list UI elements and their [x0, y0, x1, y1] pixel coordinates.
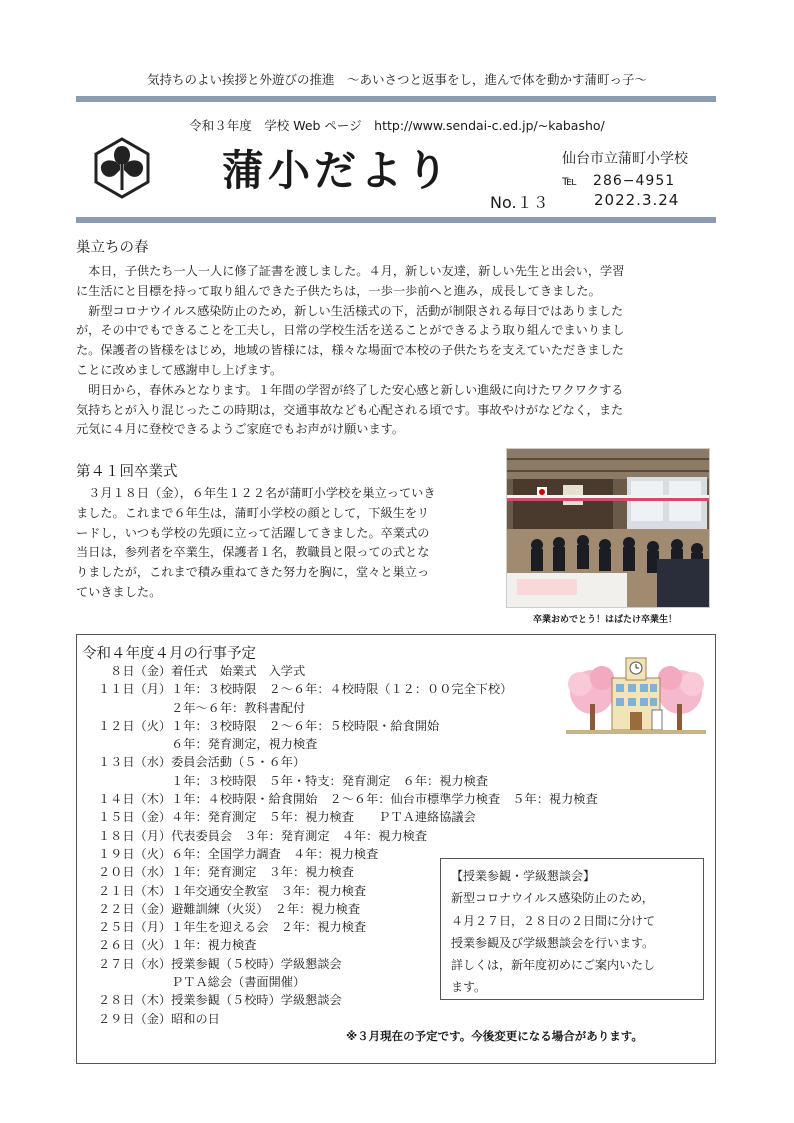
event-line: １２日（火）１年：３校時限 ２～６年：５校時限・給食開始: [98, 718, 440, 733]
text-line: りましたが，これまで積み重ねてきた努力を胸に，堂々と巣立っ: [76, 565, 430, 580]
graduation-heading: 第４１回卒業式: [76, 464, 178, 480]
newsletter-title: 蒲小だより: [222, 146, 453, 195]
event-line: ２６日（火）１年：視力検査: [98, 938, 257, 953]
text-line: ていきました。: [76, 584, 162, 599]
event-line: １４日（木）１年：４校時限・給食開始 ２～６年：仙台市標準学力検査 ５年：視力検査: [98, 792, 598, 807]
text-line: ３月１８日（金），６年生１２２名が蒲町小学校を巣立っていき: [76, 486, 436, 500]
event-line: ８日（金）着任式 始業式 入学式: [98, 664, 306, 678]
tel-label: ℡: [562, 173, 579, 189]
info-line: ４月２７日，２８日の２日間に分けて: [451, 913, 656, 928]
text-line: 当日は，参列者を卒業生，保護者１名，教職員と限っての式とな: [76, 545, 430, 560]
event-line: ２７日（水）授業参観（５校時）学級懇談会: [98, 956, 342, 971]
event-line: ２０日（水）１年：発育測定 ３年：視力検査: [98, 865, 354, 880]
school-name: 仙台市立蒲町小学校: [562, 151, 688, 167]
text-line: ことに改めまして感謝申し上げます。: [76, 362, 283, 377]
issue-number: No.１３: [490, 193, 549, 212]
issue-date: 2022.3.24: [594, 191, 680, 209]
event-line: １３日（水）委員会活動（５・６年）: [98, 755, 306, 770]
event-line: ２９日（金）昭和の日: [98, 1011, 220, 1026]
text-line: 元気に４月に登校できるようご家庭でもお声がけ願います。: [76, 422, 405, 437]
text-line: ました。これまで６年生は，蒲町小学校の顔として，下級生をリ: [76, 505, 430, 520]
event-line: ２８日（木）授業参観（５校時）学級懇談会: [98, 993, 342, 1008]
tel-number: 286−4951: [593, 173, 676, 189]
info-box-parent-visit: [440, 858, 704, 1000]
text-line: 新型コロナウイルス感染防止のため，新しい生活様式の下，活動が制限される毎日ではありました: [76, 303, 624, 318]
text-line: 明日から，春休みとなります。１年間の学習が終了した安心感と新しい進級に向けたワクワクする: [76, 382, 624, 397]
graduation-ceremony-image: [507, 449, 709, 607]
text-line: 気持ちとが入り混じったこの時期は，交通事故なども心配される頃です。事故やけがなどなく，また: [76, 402, 624, 417]
event-line: １年：３校時限 ５年・特支：発育測定 ６年：視力検査: [98, 773, 488, 788]
event-line: ６年：発育測定，視力検査: [98, 737, 318, 752]
motto-line: 気持ちのよい挨拶と外遊びの推進 ～あいさつと返事をし，進んで体を動かす蒲町っ子～: [146, 72, 647, 87]
event-line: １５日（金）４年：発育測定 ５年：視力検査 ＰＴＡ連絡協議会: [98, 810, 476, 825]
info-line: ます。: [451, 980, 487, 995]
text-line: ードし，いつも学校の先頭に立って活躍してきました。卒業式の: [76, 525, 430, 540]
school-cherry-blossom-illustration: [566, 648, 706, 734]
schedule-note: ※３月現在の予定です。今後変更になる場合があります。: [346, 1029, 643, 1043]
photo-caption: 卒業おめでとう！はばたけ卒業生！: [532, 615, 677, 625]
header-divider-bottom: [76, 217, 716, 223]
graduation-photo: [506, 448, 710, 608]
event-line: ２５日（月）１年生を迎える会 ２年：視力検査: [98, 920, 367, 935]
school-info: [562, 148, 688, 192]
event-line: ＰＴＡ総会（書面開催）: [98, 975, 306, 990]
info-line: 新型コロナウイルス感染防止のため，: [451, 891, 654, 906]
graduation-text: [76, 484, 496, 603]
event-line: １９日（火）６年：全国学力調査 ４年：視力検査: [98, 846, 379, 861]
school-tel: [562, 170, 688, 192]
website-line: 令和３年度 学校 Web ページ http://www.sendai-c.ed.jp/~kabasho/: [189, 118, 605, 133]
text-line: に生活にと目標を持って取り組んできた子供たちは，一歩一歩前へと進み，成長してきました。: [76, 283, 601, 298]
header-divider-top: [76, 96, 716, 102]
text-line: た。保護者の皆様をはじめ，地域の皆様には，様々な場面で本校の子供たちを支えていただきました: [76, 343, 624, 358]
event-line: ２１日（木）１年交通安全教室 ３年：視力検査: [98, 883, 367, 898]
event-line: １１日（月）１年：３校時限 ２～６年：４校時限（１２：００完全下校）: [98, 682, 513, 697]
event-line: ２年～６年：教科書配付: [98, 700, 306, 715]
event-line: １８日（月）代表委員会 ３年：発育測定 ４年：視力検査: [98, 828, 428, 843]
info-box-heading: 【授業参観・学級懇談会】: [451, 869, 596, 883]
info-line: 授業参観及び学級懇談会を行います。: [451, 935, 655, 950]
event-line: ２２日（金）避難訓練（火災） ２年：視力検査: [98, 901, 361, 916]
spring-heading: 巣立ちの春: [76, 240, 149, 256]
spring-text: [76, 262, 716, 440]
text-line: 本日，子供たち一人一人に修了証書を渡しました。４月，新しい友達，新しい先生と出会い，学習: [76, 264, 625, 278]
info-line: 詳しくは，新年度初めにご案内いたし: [451, 958, 656, 973]
events-heading: 令和４年度４月の行事予定: [82, 646, 256, 662]
school-emblem-icon: [90, 136, 154, 200]
text-line: が，その中でもできることを工夫し，日常の学校生活を送ることができるよう取り組んでまいりまし: [76, 323, 625, 338]
